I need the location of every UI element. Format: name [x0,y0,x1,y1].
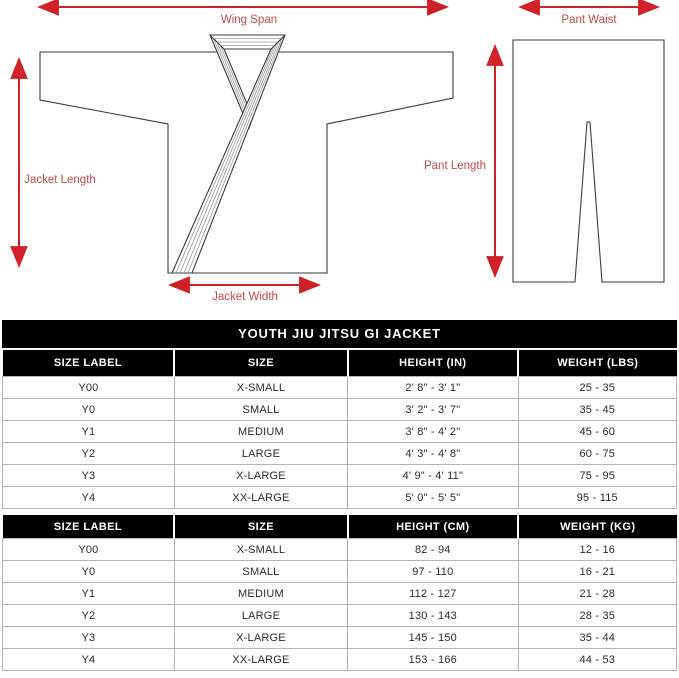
table-row [3,421,677,443]
table-cell: 75 - 95 [518,465,676,487]
table-row [3,487,677,509]
jacket-width-label: Jacket Width [212,291,278,303]
table-cell: 28 - 35 [518,605,676,627]
table-cell: XX-LARGE [174,649,347,671]
table-cell: 4' 3" - 4' 8" [348,443,519,465]
table-cell: 35 - 45 [518,399,676,421]
table-row [3,605,677,627]
table-cell: Y2 [3,443,175,465]
table-cell: Y2 [3,605,175,627]
table-cell: 82 - 94 [348,539,519,561]
table-row [3,399,677,421]
table-row [3,649,677,671]
table-cell: MEDIUM [174,421,347,443]
table-cell: Y00 [3,539,175,561]
header-row [3,350,677,377]
table-cell: MEDIUM [174,583,347,605]
gi-jacket-drawing [40,52,453,273]
table-cell: Y4 [3,649,175,671]
size-table-inches [2,350,677,509]
table-cell: 145 - 150 [348,627,519,649]
table-cell: Y0 [3,399,175,421]
column-header-weight-kg: WEIGHT (KG) [518,515,676,539]
table-cell: 21 - 28 [518,583,676,605]
table-cell: Y4 [3,487,175,509]
measurement-arrows [19,7,657,285]
table-cell: X-LARGE [174,627,347,649]
table-row [3,583,677,605]
table-cell: 45 - 60 [518,421,676,443]
table-cell: XX-LARGE [174,487,347,509]
table-cell: X-LARGE [174,465,347,487]
table-cell: 5' 0" - 5' 5" [348,487,519,509]
gi-pants-drawing [513,40,664,282]
table-cell: X-SMALL [174,377,347,399]
table-row [3,443,677,465]
table-cell: 25 - 35 [518,377,676,399]
table-cell: Y0 [3,561,175,583]
table-cell: 2' 8" - 3' 1" [348,377,519,399]
table-cell: Y1 [3,421,175,443]
table-cell: Y3 [3,627,175,649]
table-cell: 95 - 115 [518,487,676,509]
table-cell: 16 - 21 [518,561,676,583]
table-cell: 153 - 166 [348,649,519,671]
table-row [3,465,677,487]
table-cell: 97 - 110 [348,561,519,583]
header-row [3,515,677,539]
table-cell: 3' 8" - 4' 2" [348,421,519,443]
table-cell: LARGE [174,605,347,627]
column-header-height-in: HEIGHT (IN) [348,350,519,377]
column-header-size-label: SIZE LABEL [3,515,175,539]
wing-span-label: Wing Span [220,14,278,26]
table-row [3,539,677,561]
table-cell: SMALL [174,561,347,583]
column-header-weight-lbs: WEIGHT (LBS) [518,350,676,377]
table-cell: 3' 2" - 3' 7" [348,399,519,421]
table-row [3,627,677,649]
table-cell: 4' 9" - 4' 11" [348,465,519,487]
table-title: YOUTH JIU JITSU GI JACKET [2,320,677,348]
table-cell: SMALL [174,399,347,421]
column-header-size: SIZE [174,350,347,377]
table-cell: Y00 [3,377,175,399]
size-table-metric [2,515,677,671]
table-cell: 112 - 127 [348,583,519,605]
table-cell: LARGE [174,443,347,465]
table-cell: 130 - 143 [348,605,519,627]
jacket-length-label: Jacket Length [24,174,96,186]
table-cell: 12 - 16 [518,539,676,561]
table-row [3,377,677,399]
gi-jacket-collar [172,35,285,273]
size-tables [2,320,677,671]
table-row [3,561,677,583]
pant-length-label: Pant Length [423,160,487,172]
table-cell: Y1 [3,583,175,605]
size-diagram [0,0,679,318]
table-cell: 44 - 53 [518,649,676,671]
column-header-height-cm: HEIGHT (CM) [348,515,519,539]
table-cell: Y3 [3,465,175,487]
table-cell: 35 - 44 [518,627,676,649]
column-header-size-label: SIZE LABEL [3,350,175,377]
pant-waist-label: Pant Waist [561,14,617,26]
table-cell: 60 - 75 [518,443,676,465]
column-header-size: SIZE [174,515,347,539]
table-cell: X-SMALL [174,539,347,561]
